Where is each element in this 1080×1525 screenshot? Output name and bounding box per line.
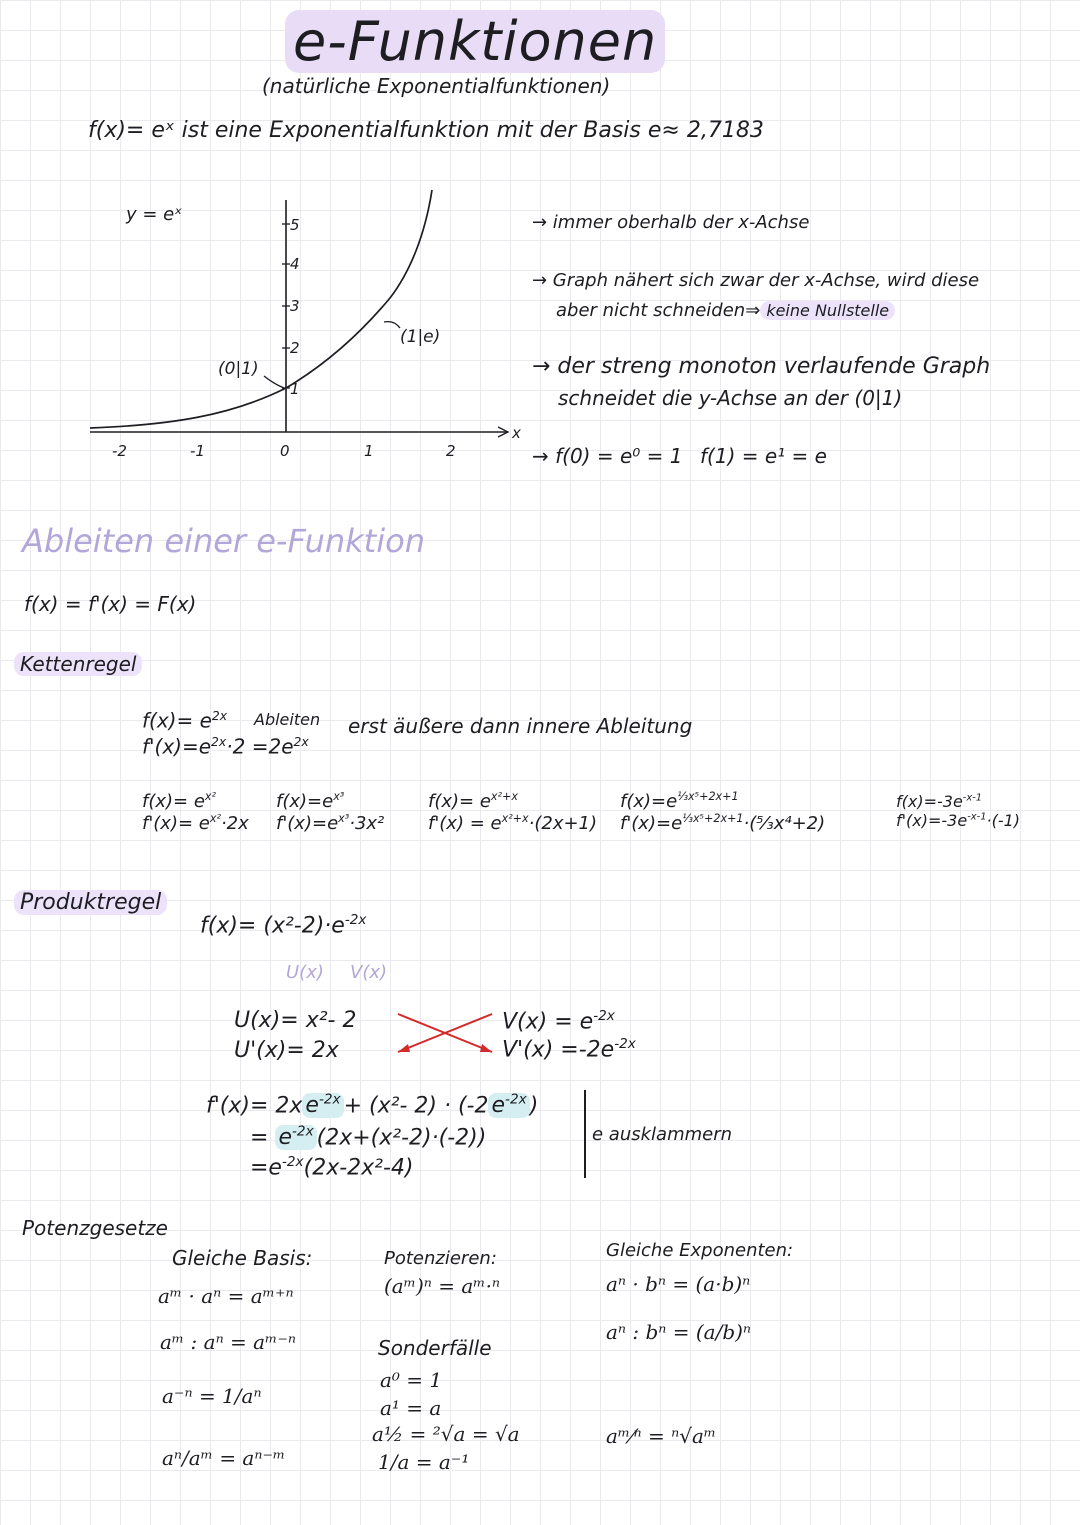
rule-prod: aⁿ · bⁿ = (a·b)ⁿ — [606, 1272, 751, 1296]
rule-one: a¹ = a — [380, 1396, 442, 1420]
derivative-heading: Ableiten einer e-Funktion — [22, 522, 425, 560]
x-tick-2: 2 — [446, 442, 456, 460]
x-tick-0: 0 — [280, 442, 290, 460]
property-f0: → f(0) = e⁰ = 1 — [532, 444, 683, 468]
property-y-intercept: schneidet die y-Achse an der (0|1) — [558, 386, 903, 410]
product-f: $f(x)= (x^2-2)\cdot e^{-2x}$ — [200, 912, 367, 939]
property-f1: f(1) = e¹ = e — [700, 444, 827, 468]
rule-div: aᵐ : aⁿ = aᵐ⁻ⁿ — [160, 1330, 296, 1354]
chain-note: erst äußere dann innere Ableitung — [348, 714, 693, 738]
derivative-identity: f(x) = f'(x) = F(x) — [24, 592, 197, 616]
product-u-brace-label: U(x) — [286, 962, 324, 983]
x-axis-label: x — [512, 424, 521, 442]
exp-graph — [60, 180, 540, 480]
product-rule-label: Produktregel — [14, 890, 167, 915]
product-u-def: U(x)= x²- 2 — [234, 1008, 357, 1033]
rule-mult: aᵐ · aⁿ = aᵐ⁺ⁿ — [158, 1284, 294, 1308]
property-approach-axis: → Graph nähert sich zwar der x-Achse, wird diese — [532, 270, 980, 291]
product-step-2: = $e^{-2x}$ (2x+(x²-2)·(-2)) — [250, 1124, 487, 1151]
property-monotone: → der streng monoton verlaufende Graph — [532, 354, 991, 379]
product-step-1: f'(x)= 2x $e^{-2x} + (x^2-$ 2) · (-2 $e^{-2x}$ ) — [206, 1092, 539, 1119]
product-v-brace-label: V(x) — [350, 962, 388, 983]
x-tick-1: 1 — [364, 442, 374, 460]
x-tick-m1: -1 — [190, 442, 205, 460]
property-above-axis: → immer oberhalb der x-Achse — [532, 212, 810, 233]
rule-neg: a⁻ⁿ = 1/aⁿ — [162, 1384, 262, 1408]
product-up-def: U'(x)= 2x — [234, 1038, 339, 1063]
y-tick-4: 4 — [290, 255, 300, 273]
page-subtitle: (natürliche Exponentialfunktionen) — [262, 74, 611, 98]
point-0-1-label: (0|1) — [218, 359, 259, 379]
chain-main-f: $f(x)= e^{2x}$ — [142, 708, 228, 733]
point-1-e-label: (1|e) — [400, 327, 441, 347]
rule-half: a½ = ²√a = √a — [372, 1422, 520, 1446]
definition-line: f(x)= eˣ ist eine Exponentialfunktion mit der Basis e≈ 2,7183 — [88, 118, 764, 143]
rule-frac: aⁿ/aᵐ = aⁿ⁻ᵐ — [162, 1446, 286, 1470]
product-vp-def: $V'(x) =-2e^{-2x}$ — [502, 1036, 636, 1063]
y-tick-5: 5 — [290, 216, 300, 234]
y-tick-1: 1 — [290, 380, 300, 398]
chain-example-5: $f(x)=-3e^{-x-1}$ $f'(x)=-3e^{-x-1}\cdot(-1)$ — [896, 792, 1021, 830]
point-1-e-arrow — [384, 322, 400, 328]
chain-example-3: $f(x)= e^{x^2+x}$ $f'(x) = e^{x^2+x}\cdot(2x+1)$ — [428, 790, 598, 834]
chain-main-fp: $f'(x)=e^{2x}\cdot 2 =2e^{2x}$ — [142, 734, 309, 759]
rule-pow: (aᵐ)ⁿ = aᵐ·ⁿ — [384, 1274, 501, 1298]
same-exp-heading: Gleiche Exponenten: — [606, 1240, 794, 1261]
product-step-3: $=e^{-2x}(2x-2x^2-4)$ — [250, 1154, 414, 1181]
function-label: y = eˣ — [126, 204, 183, 225]
y-tick-labels — [290, 216, 300, 398]
special-heading: Sonderfälle — [378, 1336, 492, 1360]
property-no-intersect: aber nicht schneiden⇒ keine Nullstelle — [556, 300, 895, 321]
side-note-divider — [584, 1090, 586, 1178]
rule-recip: 1/a = a⁻¹ — [378, 1450, 470, 1474]
y-tick-2: 2 — [290, 339, 300, 357]
product-v-def: $V(x) = e^{-2x}$ — [502, 1008, 615, 1035]
x-tick-m2: -2 — [112, 442, 127, 460]
rule-root: aᵐ⁄ⁿ = ⁿ√aᵐ — [606, 1424, 717, 1448]
same-base-heading: Gleiche Basis: — [172, 1246, 313, 1270]
cross-arrows — [392, 1008, 502, 1058]
chain-rule-label: Kettenregel — [14, 652, 142, 676]
rule-zero: a⁰ = 1 — [380, 1368, 443, 1392]
x-tick-labels — [112, 442, 456, 460]
point-0-1-arrow — [264, 376, 284, 388]
no-root-highlight: keine Nullstelle — [760, 301, 895, 320]
power-laws-label: Potenzgesetze — [22, 1216, 168, 1240]
product-side-note: e ausklammern — [592, 1124, 733, 1145]
exponentiate-heading: Potenzieren: — [384, 1248, 497, 1269]
page-title: e-Funktionen — [285, 10, 665, 73]
chain-example-4: $f(x)=e^{\frac{1}{3}x^5+2x+1}$ $f'(x)=e^{\frac{1}{3}x^5+2x+1}\cdot(^5⁄_3x^4+2)$ — [620, 790, 826, 834]
chain-example-1: $f(x)= e^{x^2}$ $f'(x)= e^{x^2}\cdot 2x$ — [142, 790, 249, 834]
chain-arrow-label: Ableiten — [254, 710, 321, 729]
y-tick-3: 3 — [290, 297, 300, 315]
exp-curve — [90, 190, 432, 428]
rule-quot: aⁿ : bⁿ = (a/b)ⁿ — [606, 1320, 752, 1344]
chain-example-2: $f(x)=e^{x^3}$ $f'(x)=e^{x^3}\cdot 3x^2$ — [276, 790, 385, 834]
